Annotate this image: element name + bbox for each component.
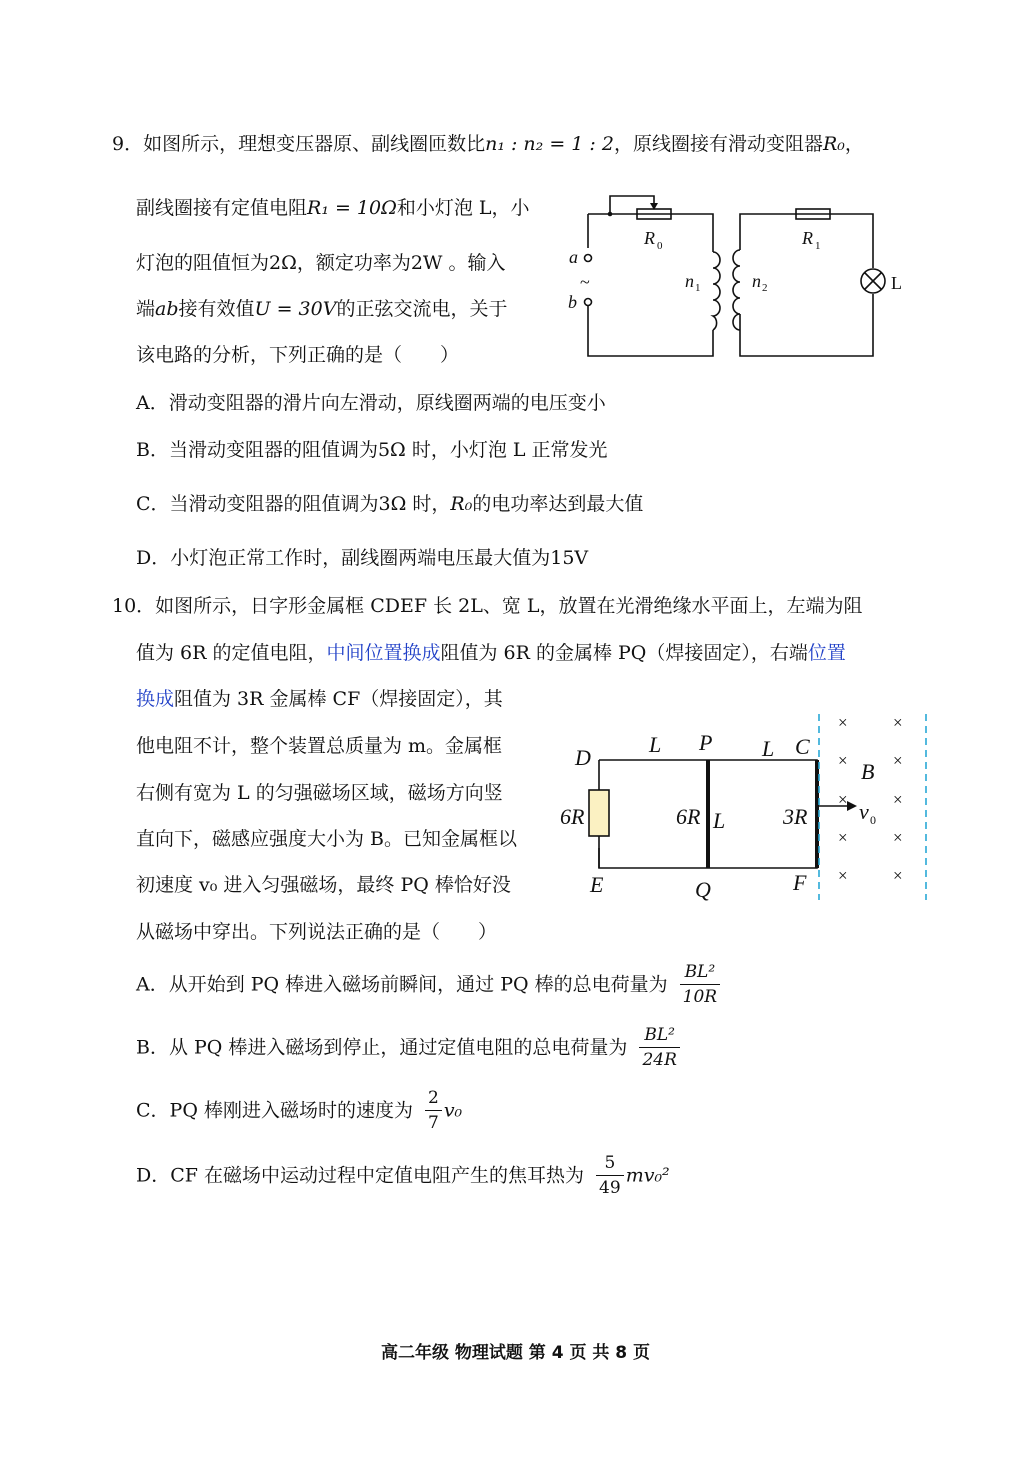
q9-option-c: C．当滑动变阻器的阻值调为3Ω 时，R₀的电功率达到最大值: [136, 493, 644, 515]
label-6r-mid: 6R: [676, 804, 701, 829]
q10-line1: 10．如图所示，日字形金属框 CDEF 长 2L、宽 L，放置在光滑绝缘水平面上，左端为阻: [112, 595, 863, 617]
label-n1: n: [685, 271, 694, 291]
q9-line2: 副线圈接有定值电阻R₁ = 10Ω和小灯泡 L，小: [136, 197, 530, 219]
svg-text:×: ×: [893, 790, 903, 809]
q9-option-b: B．当滑动变阻器的阻值调为5Ω 时，小灯泡 L 正常发光: [136, 439, 608, 461]
q10-frame-diagram: [555, 708, 935, 904]
label-r0: R: [644, 228, 655, 248]
q10-option-b: B．从 PQ 棒进入磁场到停止，通过定值电阻的总电荷量为 $\frac{\text{BL²}}{24R}$: [136, 1025, 682, 1070]
svg-text:2: 2: [762, 282, 768, 294]
magnetic-field-crosses: [838, 713, 903, 885]
q10-line6: 直向下，磁感应强度大小为 B。已知金属框以: [136, 828, 518, 850]
svg-text:×: ×: [838, 790, 848, 809]
label-6r-left: 6R: [560, 804, 585, 829]
q9-option-d: D．小灯泡正常工作时，副线圈两端电压最大值为15V: [136, 547, 589, 569]
q10-line5: 右侧有宽为 L 的匀强磁场区域，磁场方向竖: [136, 782, 503, 804]
label-l-top1: L: [649, 732, 662, 757]
label-r1: R: [802, 228, 813, 248]
svg-text:0: 0: [657, 240, 663, 252]
label-p: P: [699, 730, 713, 755]
q10-line7: 初速度 v₀ 进入匀强磁场，最终 PQ 棒恰好没: [136, 874, 511, 896]
svg-text:×: ×: [893, 713, 903, 732]
svg-text:×: ×: [838, 866, 848, 885]
svg-text:×: ×: [838, 751, 848, 770]
q10-line3: 换成阻值为 3R 金属棒 CF（焊接固定），其: [136, 688, 503, 710]
svg-text:×: ×: [838, 713, 848, 732]
label-a: a: [569, 247, 578, 267]
q10-line2: 值为 6R 的定值电阻，中间位置换成阻值为 6R 的金属棒 PQ（焊接固定），右端位置: [136, 642, 846, 664]
q9-line3: 灯泡的阻值恒为2Ω，额定功率为2W 。输入: [136, 252, 506, 274]
label-f: F: [793, 870, 807, 895]
q9-circuit-diagram: [560, 180, 920, 370]
q9-line4: 端ab接有效值U = 30V的正弦交流电，关于: [136, 298, 508, 320]
q9-option-a: A．滑动变阻器的滑片向左滑动，原线圈两端的电压变小: [136, 392, 606, 414]
label-l-top2: L: [762, 736, 775, 761]
q10-option-d: D．CF 在磁场中运动过程中定值电阻产生的焦耳热为 $\frac{5}{49}$ mv₀²: [136, 1153, 670, 1198]
svg-text:1: 1: [815, 240, 821, 252]
label-b-field: B: [861, 759, 875, 784]
label-d: D: [575, 745, 591, 770]
label-q: Q: [695, 877, 711, 902]
q10-option-a: A．从开始到 PQ 棒进入磁场前瞬间，通过 PQ 棒的总电荷量为 $\frac{\text{BL²}}{10R}$: [136, 962, 722, 1007]
svg-text:×: ×: [893, 866, 903, 885]
label-n2: n: [752, 271, 761, 291]
label-c: C: [795, 734, 810, 759]
svg-text:×: ×: [893, 828, 903, 847]
q10-line8: 从磁场中穿出。下列说法正确的是（ ）: [136, 921, 498, 943]
q9-line1: 9．如图所示，理想变压器原、副线圈匝数比n₁ : n₂ = 1 : 2，原线圈接有滑动变阻器R₀，: [112, 133, 864, 155]
svg-text:1: 1: [695, 282, 701, 294]
q10-option-c: C．PQ 棒刚进入磁场时的速度为 $\frac{2}{7}$ v₀: [136, 1088, 463, 1133]
page-footer: 高二年级 物理试题 第 4 页 共 8 页: [380, 1343, 651, 1363]
label-b: b: [568, 292, 577, 312]
label-e: E: [590, 872, 604, 897]
svg-text:0: 0: [870, 813, 876, 827]
label-l-mid: L: [713, 808, 726, 833]
label-lamp: L: [891, 273, 902, 293]
label-3r: 3R: [783, 804, 808, 829]
svg-text:×: ×: [893, 751, 903, 770]
q10-line4: 他电阻不计，整个装置总质量为 m。金属框: [136, 735, 503, 757]
svg-text:×: ×: [838, 828, 848, 847]
label-v0: v: [859, 799, 869, 824]
q9-line5: 该电路的分析，下列正确的是（ ）: [136, 344, 460, 366]
label-ac-source: ~: [580, 272, 590, 292]
